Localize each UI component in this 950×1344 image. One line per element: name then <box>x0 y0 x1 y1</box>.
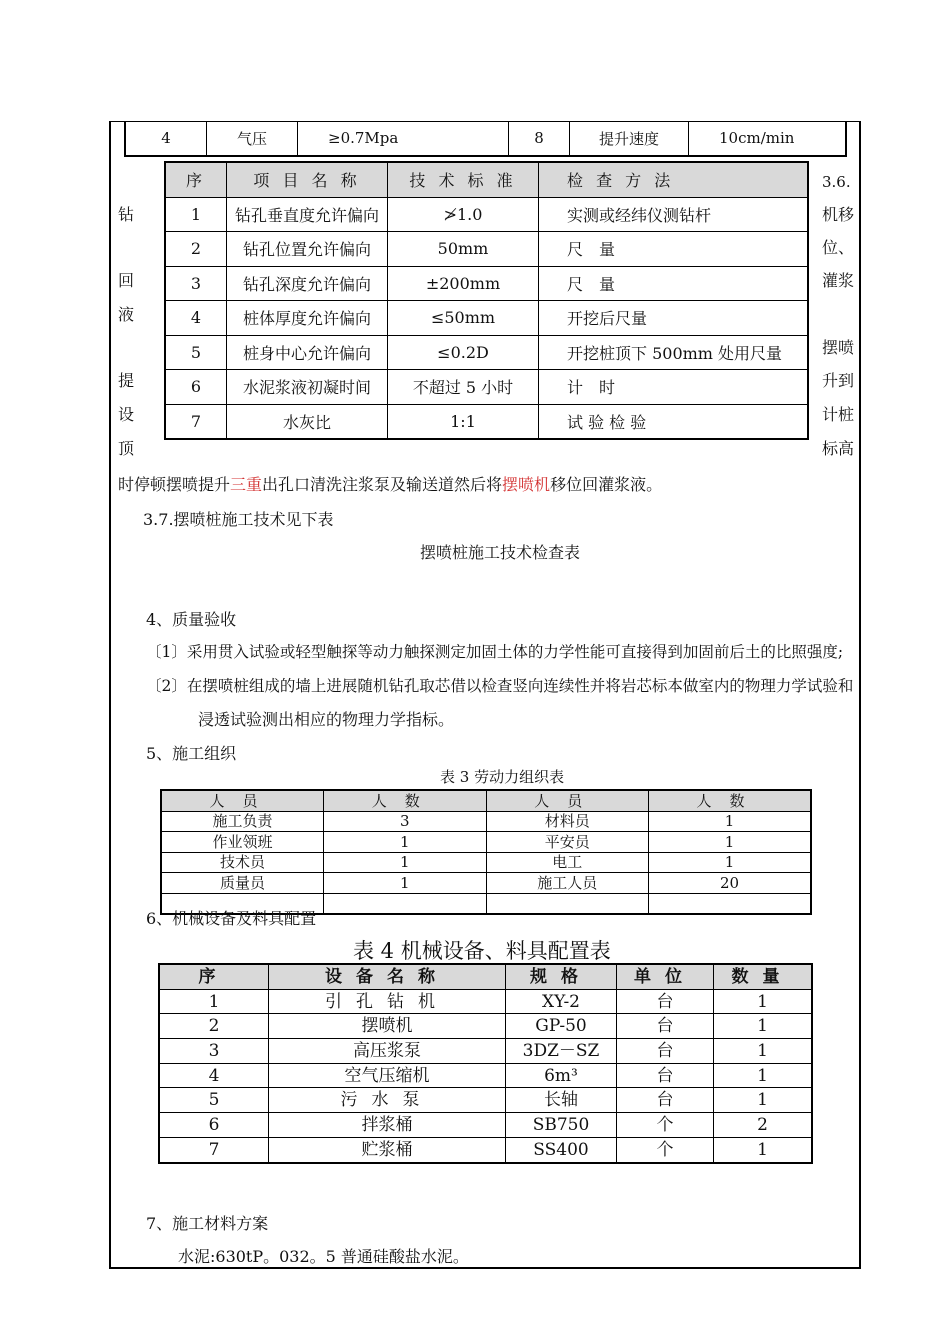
side-char: 3.6. <box>822 173 851 191</box>
table-cell: 1 <box>649 811 812 832</box>
table-cell: 不超过 5 小时 <box>388 370 539 405</box>
table-cell: 施工人员 <box>486 873 649 894</box>
highlight-text: 三重 <box>230 475 263 494</box>
table-cell: 1:1 <box>388 404 539 439</box>
side-char: 钻 <box>118 205 135 224</box>
table-cell: 台 <box>617 1014 714 1039</box>
highlight-text: 摆喷机 <box>502 475 551 494</box>
table-cell: 4 <box>159 1063 269 1088</box>
table-cell: 桩体厚度允许偏向 <box>227 301 388 336</box>
side-char: 机移 <box>822 205 855 224</box>
table-cell: 1 <box>714 1014 813 1039</box>
table-cell: 6 <box>165 370 227 405</box>
table-cell: 高压浆泵 <box>269 1039 506 1064</box>
table-header-row <box>159 964 812 989</box>
table-row <box>165 266 808 301</box>
table-cell: ≤0.2D <box>388 335 539 370</box>
text-run: 出孔口清洗注浆泵及输送道然后将 <box>262 475 503 494</box>
table-cell: 长轴 <box>506 1088 617 1113</box>
table-cell: 台 <box>617 1039 714 1064</box>
table-row <box>161 832 811 853</box>
table-row <box>161 811 811 832</box>
table-cell: 1 <box>324 852 487 873</box>
table-header: 规格 <box>506 964 617 989</box>
side-char: 升到 <box>822 371 855 390</box>
table-cell: 1 <box>714 1039 813 1064</box>
table-cell: 贮浆桶 <box>269 1137 506 1162</box>
table-cell: 实测或经纬仪测钻杆 <box>539 197 809 232</box>
section-heading: 6、机械设备及料具配置 <box>146 909 317 928</box>
table-cell: 1 <box>649 852 812 873</box>
equipment-table <box>158 963 813 1164</box>
table-cell: 钻孔位置允许偏向 <box>227 232 388 267</box>
table-cell: 作业领班 <box>161 832 324 853</box>
table-cell: 4 <box>165 301 227 336</box>
table-cell: 1 <box>714 989 813 1014</box>
table-cell: 气压 <box>207 121 298 156</box>
param-table <box>124 121 847 157</box>
table-row <box>159 1088 812 1113</box>
table-cell: 电工 <box>486 852 649 873</box>
table-row <box>159 1137 812 1162</box>
table-row <box>165 197 808 232</box>
side-char: 设 <box>118 405 135 424</box>
table-cell: 1 <box>714 1137 813 1162</box>
section-heading: 5、施工组织 <box>146 744 237 763</box>
side-char: 回 <box>118 271 135 290</box>
table-header: 人数 <box>324 790 487 811</box>
table-cell: 拌浆桶 <box>269 1113 506 1138</box>
table-cell: 钻孔垂直度允许偏向 <box>227 197 388 232</box>
table-header: 序 <box>165 162 227 197</box>
table-cell <box>324 893 487 914</box>
table-row <box>159 989 812 1014</box>
list-item: 〔1〕采用贯入试验或轻型触探等动力触探测定加固土体的力学性能可直接得到加固前后土的比照强度; <box>146 643 844 661</box>
table-header: 序 <box>159 964 269 989</box>
side-char: 灌浆 <box>822 271 855 290</box>
table-header: 人员 <box>161 790 324 811</box>
table-cell: SS400 <box>506 1137 617 1162</box>
table-cell: 3 <box>165 266 227 301</box>
section-heading: 7、施工材料方案 <box>146 1214 269 1233</box>
table-cell: 水灰比 <box>227 404 388 439</box>
side-char: 顶 <box>118 439 135 458</box>
table-cell <box>649 893 812 914</box>
table-cell: 开挖桩顶下 500mm 处用尺量 <box>539 335 809 370</box>
table-cell: 摆喷机 <box>269 1014 506 1039</box>
table-row <box>125 121 846 156</box>
side-char: 摆喷 <box>822 338 855 357</box>
table-row <box>165 301 808 336</box>
side-char: 计桩 <box>822 405 855 424</box>
table-header: 人数 <box>649 790 812 811</box>
table-cell: 质量员 <box>161 873 324 894</box>
side-char: 位、 <box>822 238 855 257</box>
table-cell: 尺 量 <box>539 266 809 301</box>
table-cell: 空气压缩机 <box>269 1063 506 1088</box>
table-row <box>161 873 811 894</box>
table-cell: 引孔钻机 <box>269 989 506 1014</box>
table-cell: XY-2 <box>506 989 617 1014</box>
table-cell: 平安员 <box>486 832 649 853</box>
table-cell: 1 <box>159 989 269 1014</box>
table-header-row <box>161 790 811 811</box>
table-cell: 水泥浆液初凝时间 <box>227 370 388 405</box>
table-cell: 6m³ <box>506 1063 617 1088</box>
table-cell: ±200mm <box>388 266 539 301</box>
text-run: 移位回灌浆液。 <box>550 475 663 494</box>
table-cell: 桩身中心允许偏向 <box>227 335 388 370</box>
table-cell: 材料员 <box>486 811 649 832</box>
table-row <box>159 1113 812 1138</box>
list-item: 浸透试验测出相应的物理力学指标。 <box>198 710 455 729</box>
table-header: 数量 <box>714 964 813 989</box>
text-run: 时停顿摆喷提升 <box>118 475 231 494</box>
table-cell: 7 <box>165 404 227 439</box>
table-cell: ≤50mm <box>388 301 539 336</box>
table-cell: 2 <box>714 1113 813 1138</box>
section-heading: 4、质量验收 <box>146 610 237 629</box>
table-cell: SB750 <box>506 1113 617 1138</box>
table-cell: 技术员 <box>161 852 324 873</box>
table-cell: 3 <box>159 1039 269 1064</box>
table-row <box>159 1039 812 1064</box>
table-row <box>159 1014 812 1039</box>
table-cell: 1 <box>324 832 487 853</box>
table-row <box>165 404 808 439</box>
section-heading: 3.7.摆喷桩施工技术见下表 <box>143 510 334 529</box>
table-cell: 污水泵 <box>269 1088 506 1113</box>
table-header: 人员 <box>486 790 649 811</box>
table-cell: 3DZ－SZ <box>506 1039 617 1064</box>
table-cell: 1 <box>324 873 487 894</box>
side-char: 提 <box>118 371 135 390</box>
table-cell: 10cm/min <box>689 121 847 156</box>
table-cell: 个 <box>617 1137 714 1162</box>
table-cell: 施工负责 <box>161 811 324 832</box>
table-cell: 1 <box>714 1088 813 1113</box>
list-item: 〔2〕在摆喷桩组成的墙上进展随机钻孔取芯借以检查竖向连续性并将岩芯标本做室内的物理力学试验和 <box>146 677 854 695</box>
paragraph-line <box>118 472 662 495</box>
table-cell: GP-50 <box>506 1014 617 1039</box>
table-cell: 1 <box>165 197 227 232</box>
table-row <box>165 232 808 267</box>
table-cell: 钻孔深度允许偏向 <box>227 266 388 301</box>
table-cell: 5 <box>165 335 227 370</box>
table-row <box>159 1063 812 1088</box>
table-cell: 20 <box>649 873 812 894</box>
table-cell: 8 <box>509 121 570 156</box>
side-char: 标高 <box>822 439 855 458</box>
table-cell: 3 <box>324 811 487 832</box>
table-header: 单位 <box>617 964 714 989</box>
table-cell: 尺 量 <box>539 232 809 267</box>
table-cell: 2 <box>165 232 227 267</box>
table-cell: 1 <box>714 1063 813 1088</box>
drill-check-table <box>164 161 809 440</box>
table-title: 摆喷桩施工技术检查表 <box>420 543 581 562</box>
table-title: 表 3 劳动力组织表 <box>440 768 565 786</box>
table-cell: 台 <box>617 1088 714 1113</box>
table-cell: 2 <box>159 1014 269 1039</box>
table-header: 设备名称 <box>269 964 506 989</box>
table-row <box>161 852 811 873</box>
table-header: 技 术 标 准 <box>388 162 539 197</box>
table-cell: 台 <box>617 989 714 1014</box>
table-cell: 台 <box>617 1063 714 1088</box>
table-header-row <box>165 162 808 197</box>
paragraph-line: 水泥:630tP。032。5 普通硅酸盐水泥。 <box>178 1247 469 1266</box>
table-cell: 计 时 <box>539 370 809 405</box>
table-row <box>165 335 808 370</box>
side-char: 液 <box>118 305 135 324</box>
table-cell: 1 <box>649 832 812 853</box>
table-cell: 个 <box>617 1113 714 1138</box>
table-cell: 7 <box>159 1137 269 1162</box>
table-title: 表 4 机械设备、料具配置表 <box>353 939 611 963</box>
table-cell: 6 <box>159 1113 269 1138</box>
labour-table <box>160 789 812 915</box>
table-cell: 4 <box>125 121 207 156</box>
table-header: 项 目 名 称 <box>227 162 388 197</box>
table-cell: 开挖后尺量 <box>539 301 809 336</box>
table-cell: 5 <box>159 1088 269 1113</box>
table-cell: 提升速度 <box>570 121 689 156</box>
table-cell <box>486 893 649 914</box>
table-row <box>165 370 808 405</box>
table-cell: ≯1.0 <box>388 197 539 232</box>
table-cell: 试 验 检 验 <box>539 404 809 439</box>
table-header: 检 查 方 法 <box>539 162 809 197</box>
table-cell: 50mm <box>388 232 539 267</box>
table-cell: ≥0.7Mpa <box>298 121 509 156</box>
